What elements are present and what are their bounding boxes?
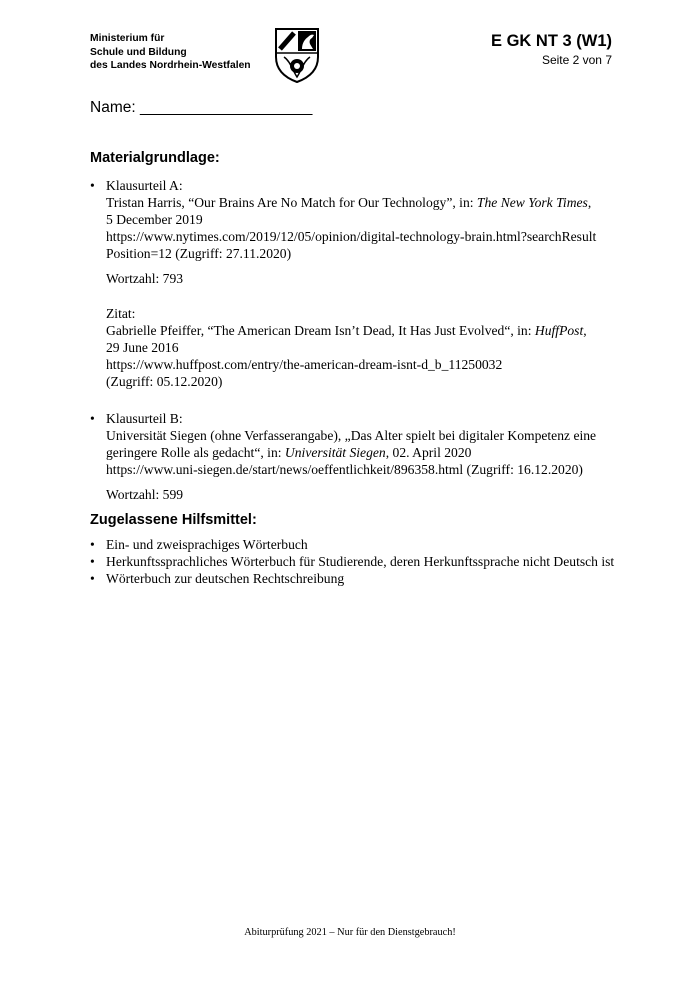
hilfsmittel-list <box>90 536 630 587</box>
bullet: • <box>90 537 95 552</box>
list-item-klausurteil-a <box>90 177 630 390</box>
ministry-line: des Landes Nordrhein-Westfalen <box>90 60 251 71</box>
list-item <box>90 553 630 570</box>
zitat-publication: HuffPost <box>534 323 584 338</box>
zitat-comma: , <box>583 323 587 338</box>
hilfsmittel-text: Wörterbuch zur deutschen Rechtschreibung <box>106 571 345 586</box>
page-footer: Abiturprüfung 2021 – Nur für den Dienstgebrauch! <box>244 927 456 938</box>
bullet: • <box>90 178 95 193</box>
klausurteil-a-date: 5 December 2019 <box>106 212 203 227</box>
klausurteil-b-url: https://www.uni-siegen.de/start/news/oeffentlichkeit/896358.html (Zugriff: 16.12.2020) <box>106 462 583 477</box>
hilfsmittel-text: Ein- und zweisprachiges Wörterbuch <box>106 537 308 552</box>
source-comma: , <box>587 195 592 210</box>
zitat-label: Zitat: <box>106 306 136 321</box>
nrw-crest-icon <box>272 27 322 83</box>
zitat-date: 29 June 2016 <box>106 340 179 355</box>
ministry-line: Ministerium für <box>90 33 165 44</box>
bullet: • <box>90 411 95 426</box>
material-list <box>90 177 630 503</box>
zitat-access: (Zugriff: 05.12.2020) <box>106 374 223 389</box>
source-publication: Universität Siegen <box>284 445 386 460</box>
page-number: Seite 2 von 7 <box>541 53 612 67</box>
klausurteil-b-source: Universität Siegen (ohne Verfasserangabe), „Das Alter spielt bei digitaler Kompetenz eine <box>106 428 597 443</box>
bullet: • <box>90 571 95 586</box>
list-item <box>90 536 630 553</box>
source-publication: The New York Times <box>476 195 588 210</box>
source-date: , 02. April 2020 <box>385 445 472 460</box>
source-author: Tristan Harris, “Our Brains Are No Match for Our Technology”, in: <box>106 195 477 210</box>
klausurteil-b-wordcount: Wortzahl: 599 <box>106 487 184 502</box>
list-item <box>90 570 630 587</box>
exam-code: E GK NT 3 (W1) <box>490 32 612 50</box>
hilfsmittel-heading: Zugelassene Hilfsmittel: <box>90 512 257 528</box>
zitat-url: https://www.huffpost.com/entry/the-american-dream-isnt-d_b_11250032 <box>106 357 503 372</box>
klausurteil-a-label: Klausurteil A: <box>106 178 183 193</box>
name-field: Name: ____________________ <box>90 99 313 116</box>
zitat-source <box>106 322 630 339</box>
klausurteil-b-label: Klausurteil B: <box>106 411 183 426</box>
klausurteil-b-source-cont <box>106 444 630 461</box>
klausurteil-a-wordcount: Wortzahl: 793 <box>106 271 184 286</box>
hilfsmittel-text: Herkunftssprachliches Wörterbuch für Studierende, deren Herkunftssprache nicht Deutsch ist <box>106 554 615 569</box>
klausurteil-a-url-cont: Position=12 (Zugriff: 27.11.2020) <box>106 246 292 261</box>
bullet: • <box>90 554 95 569</box>
material-heading: Materialgrundlage: <box>90 150 220 166</box>
ministry-name <box>90 32 251 73</box>
zitat-author: Gabrielle Pfeiffer, “The American Dream Isn’t Dead, It Has Just Evolved“, in: <box>106 323 535 338</box>
list-item-klausurteil-b <box>90 410 630 503</box>
klausurteil-a-url: https://www.nytimes.com/2019/12/05/opinion/digital-technology-brain.html?searchResult <box>106 229 597 244</box>
source-text: geringere Rolle als gedacht“, in: <box>106 445 285 460</box>
klausurteil-a-source <box>106 194 630 211</box>
ministry-line: Schule und Bildung <box>90 46 187 58</box>
